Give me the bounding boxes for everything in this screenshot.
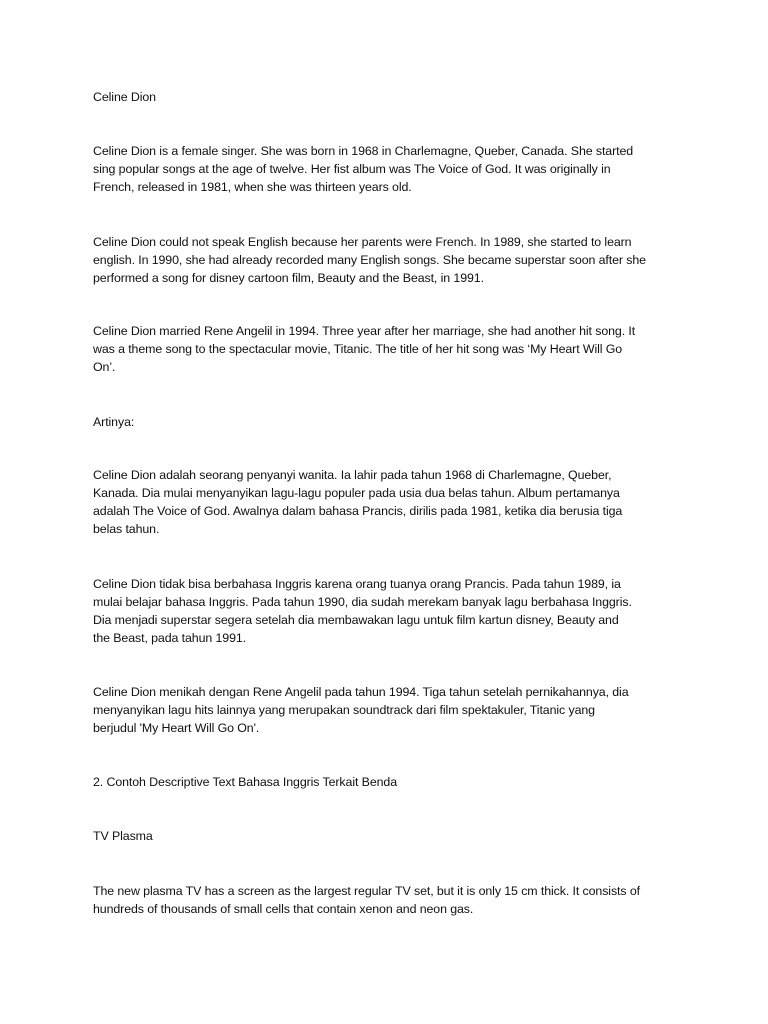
heading-text: Artinya: [93,415,135,429]
paragraph-line: Dia menjadi superstar segera setelah dia membawakan lagu untuk film kartun disney, Beauty and [93,613,619,627]
paragraph-line: Celine Dion tidak bisa berbahasa Inggris karena orang tuanya orang Prancis. Pada tahun 1989, ia [93,577,621,591]
paragraph-line: On’. [93,360,116,374]
paragraph-line: sing popular songs at the age of twelve. Her fist album was The Voice of God. It was originally in [93,162,611,176]
document-title [93,88,683,106]
subtitle-text: TV Plasma [93,829,153,843]
paragraph-marriage [93,322,683,376]
paragraph-line: Celine Dion is a female singer. She was born in 1968 in Charlemagne, Queber, Canada. She started [93,144,634,158]
paragraph-line: Celine Dion could not speak English because her parents were French. In 1989, she started to learn [93,235,632,249]
paragraph-line: adalah The Voice of God. Awalnya dalam bahasa Prancis, dirilis pada 1981, ketika dia berusia tiga [93,504,623,518]
paragraph-line: Celine Dion menikah dengan Rene Angelil pada tahun 1994. Tiga tahun setelah pernikahannya, dia [93,685,629,699]
paragraph-line: mulai belajar bahasa Inggris. Pada tahun 1990, dia sudah merekam banyak lagu berbahasa Inggris. [93,595,632,609]
paragraph-tv-plasma [93,882,683,918]
paragraph-line: hundreds of thousands of small cells that contain xenon and neon gas. [93,902,474,916]
paragraph-line: the Beast, pada tahun 1991. [93,631,247,645]
paragraph-line: was a theme song to the spectacular movie, Titanic. The title of her hit song was ‘My Heart Will Go [93,342,623,356]
paragraph-line: performed a song for disney cartoon film, Beauty and the Beast, in 1991. [93,271,484,285]
section-heading [93,773,683,791]
artinya-heading [93,413,683,431]
translation-intro [93,466,683,538]
paragraph-line: Celine Dion married Rene Angelil in 1994. Three year after her marriage, she had another hit song. It [93,324,636,338]
paragraph-line: berjudul 'My Heart Will Go On'. [93,721,260,735]
paragraph-line: French, released in 1981, when she was thirteen years old. [93,180,412,194]
title-text: Celine Dion [93,90,156,104]
paragraph-line: Celine Dion adalah seorang penyanyi wanita. Ia lahir pada tahun 1968 di Charlemagne, Queber, [93,468,612,482]
paragraph-english [93,233,683,287]
paragraph-line: english. In 1990, she had already recorded many English songs. She became superstar soon after she [93,253,646,267]
paragraph-line: Kanada. Dia mulai menyanyikan lagu-lagu populer pada usia dua belas tahun. Album pertamanya [93,486,620,500]
paragraph-line: belas tahun. [93,522,160,536]
paragraph-line: The new plasma TV has a screen as the largest regular TV set, but it is only 15 cm thick. It consists of [93,884,640,898]
translation-english [93,575,683,647]
tv-plasma-subtitle [93,827,683,845]
translation-marriage [93,683,683,737]
paragraph-intro [93,142,683,196]
paragraph-line: menyanyikan lagu hits lainnya yang merupakan soundtrack dari film spektakuler, Titanic yang [93,703,595,717]
heading-text: 2. Contoh Descriptive Text Bahasa Inggris Terkait Benda [93,775,397,789]
